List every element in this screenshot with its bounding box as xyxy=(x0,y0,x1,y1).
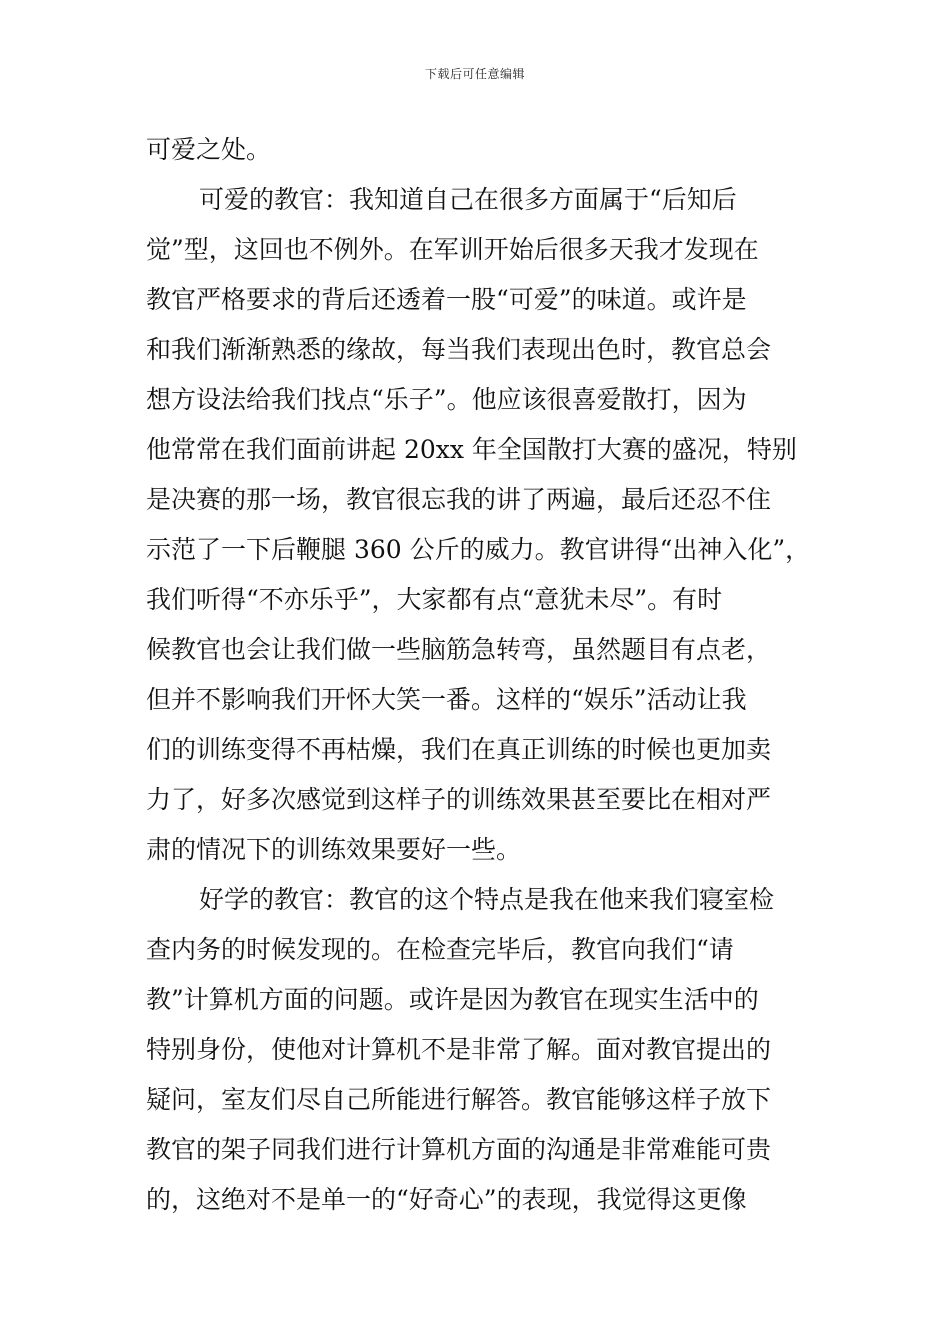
text-line: 他常常在我们面前讲起 20xx 年全国散打大赛的盛况，特别 xyxy=(146,435,797,464)
text-line: 但并不影响我们开怀大笑一番。这样的“娱乐”活动让我 xyxy=(146,685,747,714)
text-line: 想方设法给我们找点“乐子”。他应该很喜爱散打，因为 xyxy=(146,385,747,414)
text-line: 教官严格要求的背后还透着一股“可爱”的味道。或许是 xyxy=(146,285,747,314)
text-line: 力了，好多次感觉到这样子的训练效果甚至要比在相对严 xyxy=(146,785,772,814)
page-header: 下载后可任意编辑 xyxy=(424,67,525,81)
text-line: 疑问，室友们尽自己所能进行解答。教官能够这样子放下 xyxy=(146,1085,772,1114)
text-line: 和我们渐渐熟悉的缘故，每当我们表现出色时，教官总会 xyxy=(146,335,772,364)
text-line: 教”计算机方面的问题。或许是因为教官在现实生活中的 xyxy=(146,985,759,1014)
text-line: 的，这绝对不是单一的“好奇心”的表现，我觉得这更像 xyxy=(146,1185,747,1214)
text-line: 是决赛的那一场，教官很忘我的讲了两遍，最后还忍不住 xyxy=(146,485,772,514)
paragraph-first-line: 好学的教官：教官的这个特点是我在他来我们寝室检 xyxy=(199,885,775,914)
text-line: 示范了一下后鞭腿 360 公斤的威力。教官讲得“出神入化”， xyxy=(146,535,811,564)
text-line: 特别身份，使他对计算机不是非常了解。面对教官提出的 xyxy=(146,1035,772,1064)
text-line: 可爱之处。 xyxy=(146,135,272,164)
text-line: 候教官也会让我们做一些脑筋急转弯，虽然题目有点老， xyxy=(146,635,772,664)
text-line: 们的训练变得不再枯燥，我们在真正训练的时候也更加卖 xyxy=(146,735,772,764)
text-line: 我们听得“不亦乐乎”，大家都有点“意犹未尽”。有时 xyxy=(146,585,723,614)
text-line: 教官的架子同我们进行计算机方面的沟通是非常难能可贵 xyxy=(146,1135,772,1164)
text-line: 查内务的时候发现的。在检查完毕后，教官向我们“请 xyxy=(146,935,734,964)
paragraph-first-line: 可爱的教官：我知道自己在很多方面属于“后知后 xyxy=(199,185,737,214)
document-body xyxy=(146,125,810,1225)
text-line: 觉”型，这回也不例外。在军训开始后很多天我才发现在 xyxy=(146,235,759,264)
text-line: 肃的情况下的训练效果要好一些。 xyxy=(146,835,522,864)
